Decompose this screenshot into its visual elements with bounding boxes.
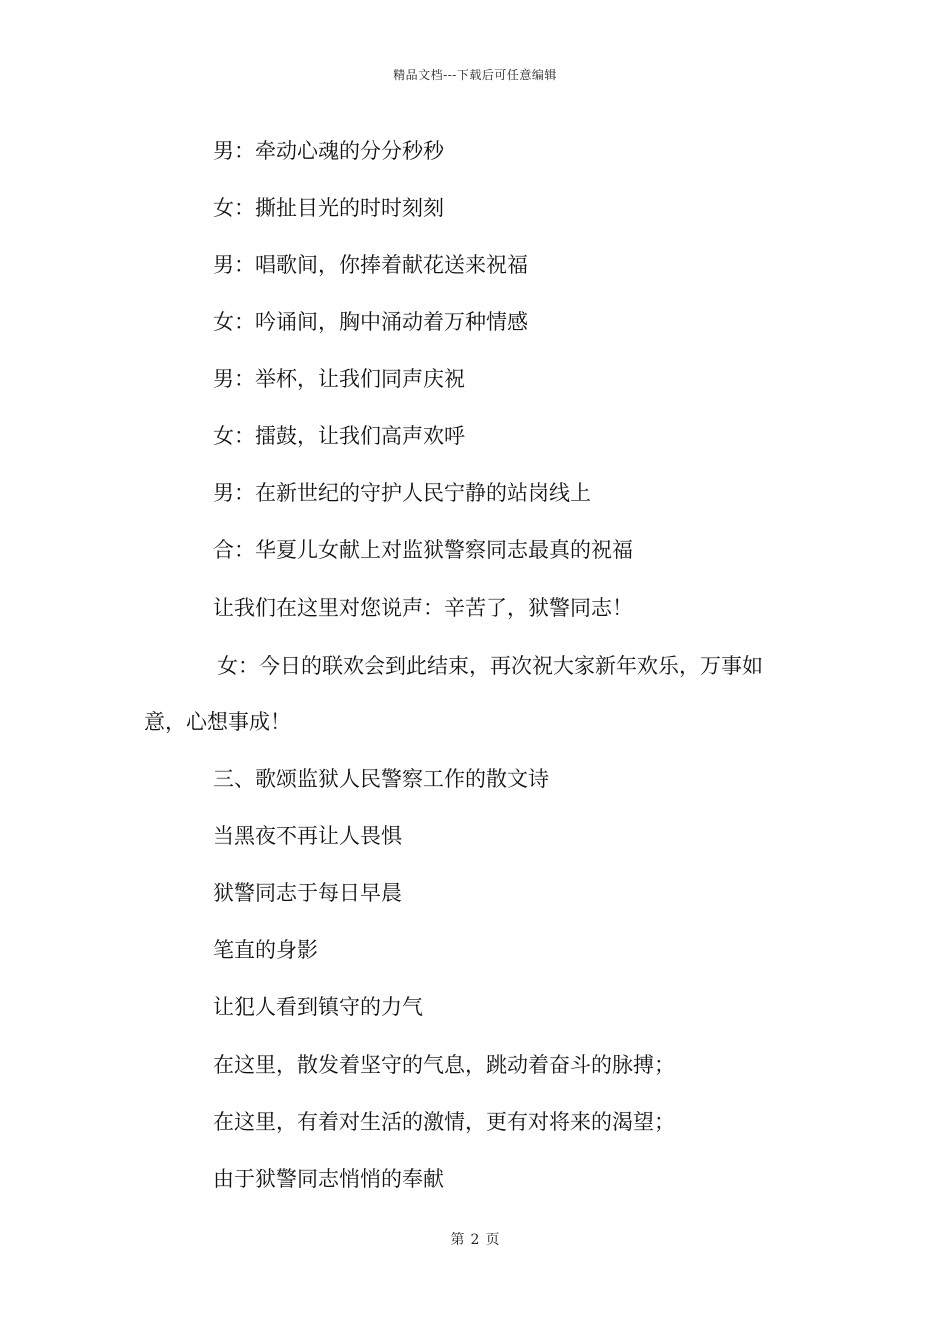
text-line: 女：今日的联欢会到此结束，再次祝大家新年欢乐，万事如 bbox=[217, 654, 763, 678]
text-line: 让我们在这里对您说声：辛苦了，狱警同志！ bbox=[213, 596, 633, 620]
page-number-prefix: 第 bbox=[450, 1232, 465, 1248]
text-line: 男：在新世纪的守护人民宁静的站岗线上 bbox=[213, 481, 591, 505]
poem-line: 在这里，有着对生活的激情，更有对将来的渴望； bbox=[213, 1110, 675, 1134]
text-line: 女：吟诵间，胸中涌动着万种情感 bbox=[213, 310, 528, 334]
poem-line: 让犯人看到镇守的力气 bbox=[213, 995, 423, 1019]
text-line: 女：撕扯目光的时时刻刻 bbox=[213, 196, 444, 220]
poem-line: 当黑夜不再让人畏惧 bbox=[213, 824, 402, 848]
text-line: 女：擂鼓，让我们高声欢呼 bbox=[213, 424, 465, 448]
poem-line: 狱警同志于每日早晨 bbox=[213, 881, 402, 905]
text-line: 男：牵动心魂的分分秒秒 bbox=[213, 139, 444, 163]
poem-line: 由于狱警同志悄悄的奉献 bbox=[213, 1167, 444, 1191]
page-header: 精品文档---下载后可任意编辑 bbox=[393, 68, 557, 82]
text-line: 男：举杯，让我们同声庆祝 bbox=[213, 367, 465, 391]
poem-line: 在这里，散发着坚守的气息，跳动着奋斗的脉搏； bbox=[213, 1053, 675, 1077]
text-line: 意，心想事成！ bbox=[144, 710, 291, 734]
poem-line: 笔直的身影 bbox=[213, 938, 318, 962]
text-line: 男：唱歌间，你捧着献花送来祝福 bbox=[213, 253, 528, 277]
page-number-suffix: 页 bbox=[485, 1232, 500, 1248]
page-footer bbox=[0, 1229, 950, 1249]
section-heading: 三、歌颂监狱人民警察工作的散文诗 bbox=[213, 767, 549, 791]
text-line: 合：华夏儿女献上对监狱警察同志最真的祝福 bbox=[213, 538, 633, 562]
page-number: 2 bbox=[470, 1232, 480, 1248]
